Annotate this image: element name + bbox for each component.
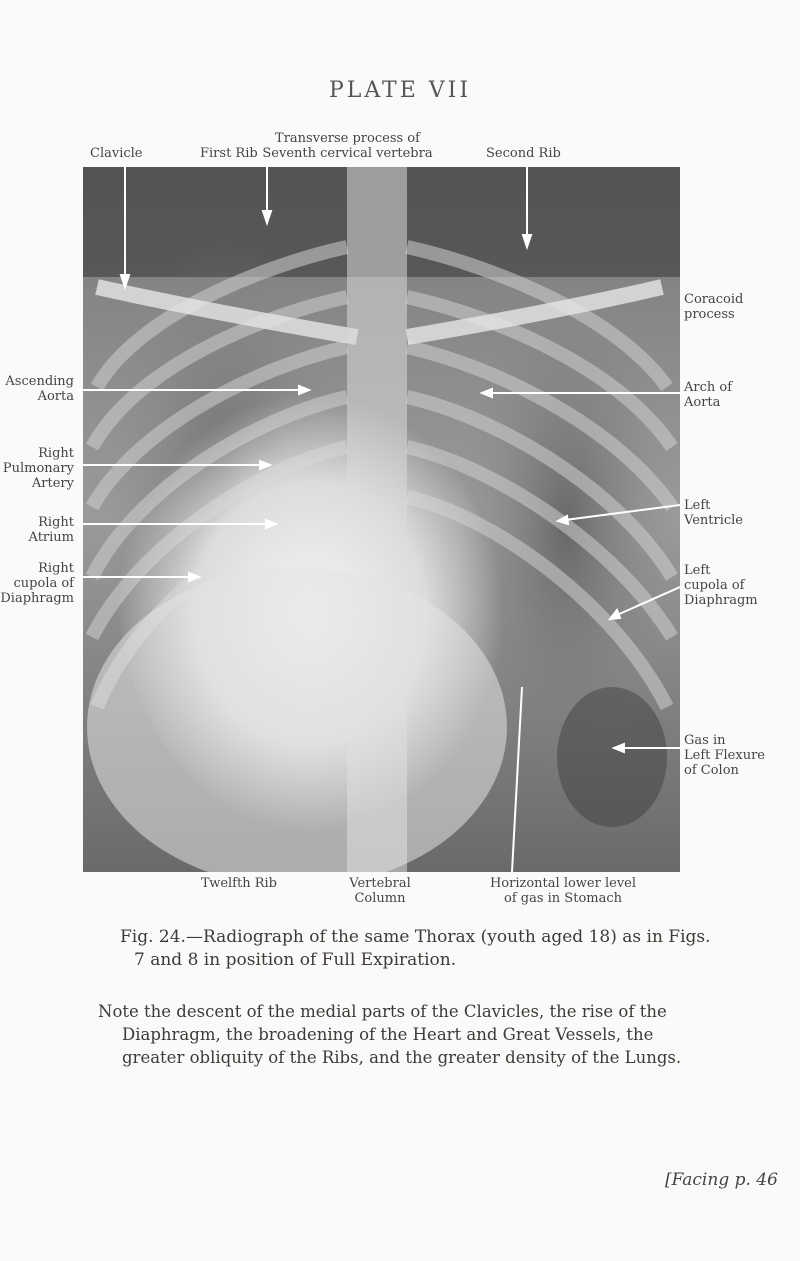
label-ascending-aorta-line1: Ascending — [5, 374, 74, 389]
label-transverse-process — [255, 131, 440, 161]
label-vertebral-column — [340, 876, 420, 906]
label-coracoid-line1: Coracoid — [684, 292, 744, 307]
label-left-ventricle-line1: Left — [684, 498, 711, 513]
label-gas-colon-line2: Left Flexure — [684, 748, 765, 763]
label-gas-colon-line1: Gas in — [684, 733, 726, 748]
label-coracoid-process — [684, 292, 743, 322]
figure-caption — [120, 926, 720, 972]
label-first-rib: First Rib — [200, 146, 258, 161]
label-transverse-line2: Seventh cervical vertebra — [262, 146, 433, 161]
label-arch-of-aorta — [684, 380, 732, 410]
note-line3: greater obliquity of the Ribs, and the greater density of the Lungs. — [122, 1048, 682, 1067]
label-ascending-aorta-line2: Aorta — [37, 389, 74, 404]
label-right-cupola — [0, 561, 74, 606]
label-gas-colon-line3: of Colon — [684, 763, 739, 778]
label-vertebral-line1: Vertebral — [349, 876, 411, 891]
label-right-atrium-line1: Right — [38, 515, 74, 530]
label-left-ventricle — [684, 498, 743, 528]
label-second-rib: Second Rib — [486, 146, 561, 161]
label-horizontal-gas-level — [478, 876, 648, 906]
label-left-cupola-line3: Diaphragm — [684, 593, 758, 608]
label-left-cupola — [684, 563, 758, 608]
label-left-ventricle-line2: Ventricle — [684, 513, 743, 528]
label-horizontal-line1: Horizontal lower level — [489, 876, 637, 891]
label-right-pulmonary-artery-line1: Right — [38, 446, 74, 461]
label-arch-aorta-line1: Arch of — [684, 380, 733, 395]
label-right-cupola-line3: Diaphragm — [0, 591, 74, 606]
label-clavicle: Clavicle — [90, 146, 143, 161]
label-horizontal-line2: of gas in Stomach — [504, 891, 622, 906]
label-right-pulmonary-artery-line2: Pulmonary — [2, 461, 74, 476]
label-right-cupola-line1: Right — [38, 561, 74, 576]
label-coracoid-line2: process — [684, 307, 735, 322]
label-gas-left-flexure — [684, 733, 765, 778]
label-arch-aorta-line2: Aorta — [684, 395, 721, 410]
label-right-atrium-line2: Atrium — [28, 530, 74, 545]
label-ascending-aorta — [0, 374, 74, 404]
label-transverse-line1: Transverse process of — [275, 131, 420, 146]
facing-page-note: [Facing p. 46 — [665, 1170, 778, 1190]
label-left-cupola-line1: Left — [684, 563, 711, 578]
label-right-pulmonary-artery-line3: Artery — [31, 476, 74, 491]
label-twelfth-rib: Twelfth Rib — [201, 876, 277, 891]
label-right-pulmonary-artery — [0, 446, 74, 491]
caption-line2: 7 and 8 in position of Full Expiration. — [134, 950, 457, 970]
note-line2: Diaphragm, the broadening of the Heart and Great Vessels, the — [122, 1025, 654, 1044]
plate-title: PLATE VII — [328, 78, 472, 103]
label-right-atrium — [0, 515, 74, 545]
note-line1: Note the descent of the medial parts of the Clavicles, the rise of the — [98, 1002, 667, 1021]
label-left-cupola-line2: cupola of — [684, 578, 745, 593]
label-right-cupola-line2: cupola of — [13, 576, 74, 591]
figure-note — [98, 1000, 718, 1069]
chest-radiograph — [77, 167, 680, 872]
label-vertebral-line2: Column — [354, 891, 406, 906]
caption-line1: Fig. 24.—Radiograph of the same Thorax (youth aged 18) as in Figs. — [120, 927, 711, 947]
